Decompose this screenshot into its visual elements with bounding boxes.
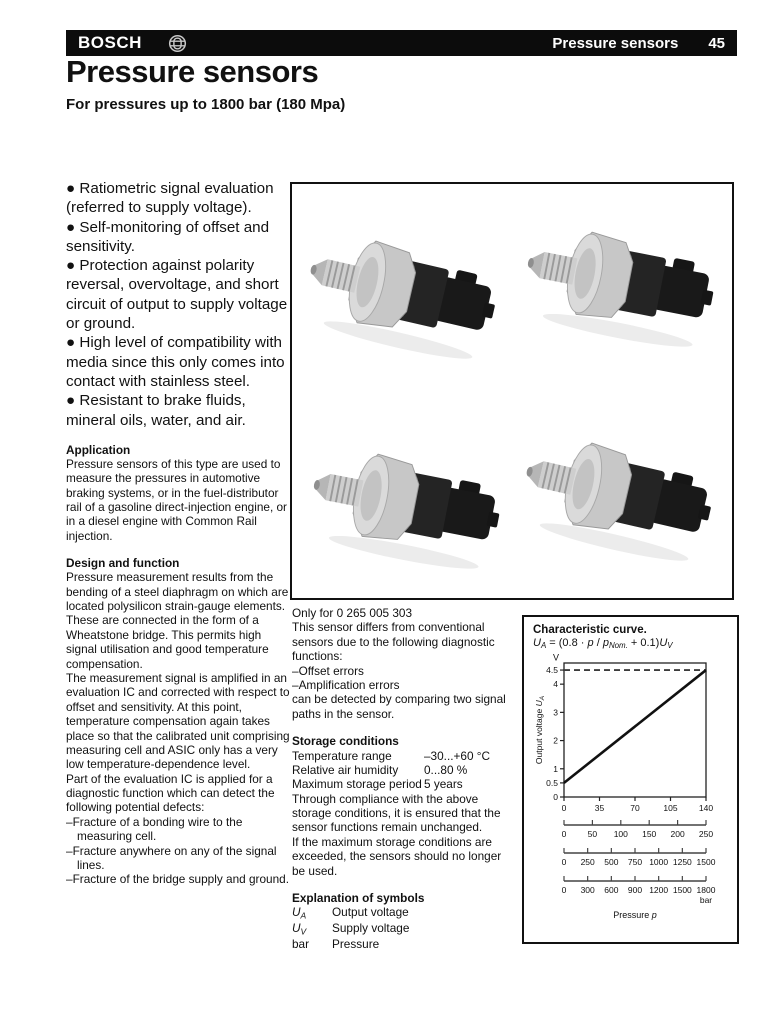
svg-text:250: 250 [698, 829, 714, 840]
symbol: U [292, 921, 301, 936]
chart-formula: $U_A = (0.8 \cdot p / p_{Nom.} + 0.1)U_V$ [533, 637, 673, 651]
symbol-row [292, 937, 516, 953]
symbol-row [292, 905, 516, 921]
svg-text:1500: 1500 [672, 885, 692, 896]
svg-text:250: 250 [580, 857, 595, 868]
header-page-number: 45 [708, 34, 725, 52]
characteristic-curve-panel [522, 615, 739, 944]
svg-text:100: 100 [613, 829, 628, 840]
design-paragraph: The measurement signal is amplified in an evaluation IC and corrected with respect to offset and sensitivity. At this point, temperature compensation again takes place so that the calibrated unit comprising measuring cell and ASIC only has a very low temperature-dependence level. [66, 670, 290, 772]
diagnostic-outro: can be detected by comparing two signal paths in the sensor. [292, 692, 506, 721]
svg-text:70: 70 [630, 803, 640, 814]
pressure-sensor-photo [510, 411, 733, 579]
pressure-sensor-photo [514, 202, 734, 364]
svg-text:4: 4 [553, 679, 558, 690]
svg-text:50: 50 [587, 829, 598, 840]
svg-text:900: 900 [627, 885, 643, 896]
header-section-title: Pressure sensors [552, 34, 679, 52]
diagnostic-intro: This sensor differs from conventional sensors due to the following diagnostic functions: [292, 620, 495, 664]
svg-text:2: 2 [553, 735, 558, 746]
svg-text:35: 35 [594, 803, 605, 814]
feature-item: ● High level of compatibility with media since this only comes into contact with stainless steel. [66, 333, 294, 391]
product-photos-frame [290, 182, 734, 600]
svg-text:600: 600 [604, 885, 619, 896]
svg-text:0.5: 0.5 [546, 778, 558, 789]
svg-text:200: 200 [670, 829, 685, 840]
svg-text:bar: bar [699, 895, 713, 906]
svg-text:0: 0 [553, 792, 558, 803]
storage-label: Relative air humidity [292, 762, 399, 777]
symbols-heading: Explanation of symbols [292, 891, 425, 906]
storage-value: –30...+60 °C [424, 748, 491, 763]
characteristic-curve-chart [533, 650, 729, 926]
application-body: Pressure sensors of this type are used to measure the pressures in automotive braking systems, or in the fuel-distributor rail of a gasoline direct-injection engine, or in a diesel engine with Common Rail injection. [66, 456, 287, 543]
svg-text:0: 0 [561, 885, 567, 896]
symbol-meaning: Supply voltage [332, 921, 410, 936]
diagnostic-item: – Amplification errors [292, 678, 516, 692]
application-heading: Application [66, 442, 131, 457]
svg-text:150: 150 [642, 829, 657, 840]
symbol-meaning: Output voltage [332, 905, 409, 920]
storage-row [292, 777, 516, 791]
pressure-sensor-photo [300, 424, 520, 586]
svg-text:105: 105 [663, 803, 678, 814]
defect-item: – Fracture anywhere on any of the signal lines. [66, 844, 294, 873]
svg-text:1800: 1800 [696, 885, 716, 896]
page-title: Pressure sensors [66, 54, 319, 89]
design-paragraph: Part of the evaluation IC is applied for a diagnostic function which can detect the following potential defects: [66, 771, 275, 815]
features-column [66, 179, 294, 887]
svg-text:1000: 1000 [649, 857, 669, 868]
diagnostic-item: – Offset errors [292, 664, 516, 678]
symbol: U [292, 905, 301, 920]
storage-note: Through compliance with the above storage conditions, it is ensured that the sensor functions remain unchanged. [292, 791, 501, 835]
bosch-armature-icon [168, 34, 187, 53]
design-paragraph: Pressure measurement results from the bending of a steel diaphragm on which are located polysilicon strain-gauge elements. These are connected in the form of a Wheatstone bridge. This permits high signal utilisation and good temperature compensation. [66, 570, 289, 671]
storage-label: Temperature range [292, 748, 392, 763]
svg-text:1: 1 [553, 763, 558, 774]
svg-text:300: 300 [580, 885, 595, 896]
svg-text:Pressure p: Pressure p [613, 910, 657, 921]
storage-value: 5 years [424, 777, 463, 792]
svg-text:1200: 1200 [649, 885, 669, 896]
svg-text:V: V [552, 652, 559, 663]
feature-item: ● Ratiometric signal evaluation (referred to supply voltage). [66, 179, 294, 218]
symbol-subscript: A [300, 910, 307, 921]
feature-item: ● Protection against polarity reversal, overvoltage, and short circuit of output to supply voltage or ground. [66, 256, 294, 333]
symbol-subscript: V [300, 926, 307, 937]
page-subtitle: For pressures up to 1800 bar (180 Mpa) [66, 96, 346, 113]
svg-text:3: 3 [553, 707, 558, 718]
storage-heading: Storage conditions [292, 734, 399, 749]
svg-text:500: 500 [604, 857, 619, 868]
storage-label: Maximum storage period [292, 777, 422, 792]
details-column [292, 606, 516, 953]
chart-title: Characteristic curve. [533, 624, 647, 636]
storage-row [292, 749, 516, 763]
storage-row [292, 763, 516, 777]
defect-item: – Fracture of the bridge supply and ground. [66, 872, 294, 886]
svg-text:0: 0 [561, 829, 567, 840]
svg-text:0: 0 [561, 857, 567, 868]
feature-item: ● Resistant to brake fluids, mineral oils, water, and air. [66, 391, 294, 430]
svg-text:750: 750 [627, 857, 643, 868]
defect-item: – Fracture of a bonding wire to the measuring cell. [66, 815, 294, 844]
header-bar [66, 30, 737, 56]
svg-text:140: 140 [698, 803, 714, 814]
svg-text:0: 0 [561, 803, 567, 814]
storage-value: 0...80 % [424, 762, 468, 777]
symbol-row [292, 921, 516, 937]
storage-note: If the maximum storage conditions are exceeded, the sensors should no longer be used. [292, 834, 502, 878]
only-for-line: Only for 0 265 005 303 [292, 606, 413, 620]
design-heading: Design and function [66, 556, 180, 571]
svg-text:Output voltage UA: Output voltage $U_A$ [534, 696, 546, 765]
pressure-sensor-photo [294, 209, 517, 377]
bosch-logo: BOSCH [78, 33, 142, 52]
svg-text:1500: 1500 [696, 857, 716, 868]
symbol-meaning: Pressure [332, 936, 380, 951]
symbol: bar [292, 936, 310, 951]
svg-text:1250: 1250 [672, 857, 692, 868]
svg-text:4.5: 4.5 [546, 665, 558, 676]
feature-item: ● Self-monitoring of offset and sensitivity. [66, 218, 294, 257]
